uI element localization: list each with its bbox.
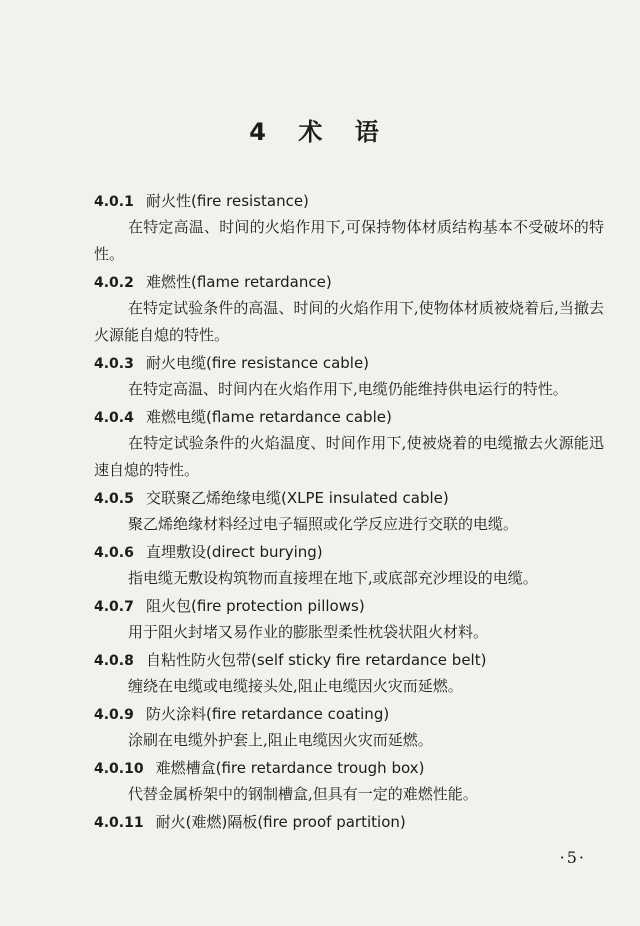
term-number: 4.0.10 bbox=[94, 761, 144, 777]
term-name: 耐火性(fire resistance) bbox=[146, 192, 309, 210]
chapter-title: 4 术 语 bbox=[249, 118, 391, 146]
term-item bbox=[94, 593, 604, 646]
term-name: 直埋敷设(direct burying) bbox=[146, 543, 323, 561]
term-number: 4.0.2 bbox=[94, 275, 134, 291]
term-number: 4.0.11 bbox=[94, 815, 144, 831]
term-name: 难燃电缆(flame retardance cable) bbox=[146, 408, 392, 426]
term-item bbox=[94, 485, 604, 538]
term-item bbox=[94, 701, 604, 754]
term-item bbox=[94, 539, 604, 592]
term-number: 4.0.3 bbox=[94, 356, 134, 372]
term-definition: 代替金属桥架中的钢制槽盒,但具有一定的难燃性能。 bbox=[128, 785, 478, 803]
term-name: 难燃槽盒(fire retardance trough box) bbox=[155, 759, 425, 777]
term-number: 4.0.8 bbox=[94, 653, 134, 669]
term-definition: 在特定试验条件的高温、时间的火焰作用下,使物体材质被烧着后,当撤去火源能自熄的特性。 bbox=[94, 299, 604, 344]
term-number: 4.0.5 bbox=[94, 491, 134, 507]
term-definition: 指电缆无敷设构筑物而直接埋在地下,或底部充沙埋设的电缆。 bbox=[128, 569, 538, 587]
term-definition: 在特定高温、时间的火焰作用下,可保持物体材质结构基本不受破坏的特性。 bbox=[94, 218, 604, 263]
term-item bbox=[94, 269, 604, 349]
term-item bbox=[94, 404, 604, 484]
term-name: 自粘性防火包带(self sticky fire retardance belt) bbox=[146, 651, 487, 669]
term-definition: 涂刷在电缆外护套上,阻止电缆因火灾而延燃。 bbox=[128, 731, 433, 749]
term-number: 4.0.1 bbox=[94, 194, 134, 210]
term-item bbox=[94, 809, 604, 835]
page-number: ·5· bbox=[559, 848, 586, 867]
term-item bbox=[94, 188, 604, 268]
term-definition: 用于阻火封堵又易作业的膨胀型柔性枕袋状阻火材料。 bbox=[128, 623, 489, 641]
term-definition: 缠绕在电缆或电缆接头处,阻止电缆因火灾而延燃。 bbox=[128, 677, 463, 695]
term-definition: 聚乙烯绝缘材料经过电子辐照或化学反应进行交联的电缆。 bbox=[128, 515, 519, 533]
term-item bbox=[94, 350, 604, 403]
term-number: 4.0.9 bbox=[94, 707, 134, 723]
term-number: 4.0.4 bbox=[94, 410, 134, 426]
term-item bbox=[94, 647, 604, 700]
term-definition: 在特定高温、时间内在火焰作用下,电缆仍能维持供电运行的特性。 bbox=[128, 380, 568, 398]
term-name: 耐火电缆(fire resistance cable) bbox=[146, 354, 370, 372]
term-name: 交联聚乙烯绝缘电缆(XLPE insulated cable) bbox=[146, 489, 449, 507]
term-name: 难燃性(flame retardance) bbox=[146, 273, 332, 291]
term-definition: 在特定试验条件的火焰温度、时间作用下,使被烧着的电缆撤去火源能迅速自熄的特性。 bbox=[94, 434, 604, 479]
terms-list bbox=[94, 188, 604, 835]
term-number: 4.0.6 bbox=[94, 545, 134, 561]
term-item bbox=[94, 755, 604, 808]
term-name: 阻火包(fire protection pillows) bbox=[146, 597, 365, 615]
term-name: 防火涂料(fire retardance coating) bbox=[146, 705, 390, 723]
term-number: 4.0.7 bbox=[94, 599, 134, 615]
term-name: 耐火(难燃)隔板(fire proof partition) bbox=[155, 813, 406, 831]
